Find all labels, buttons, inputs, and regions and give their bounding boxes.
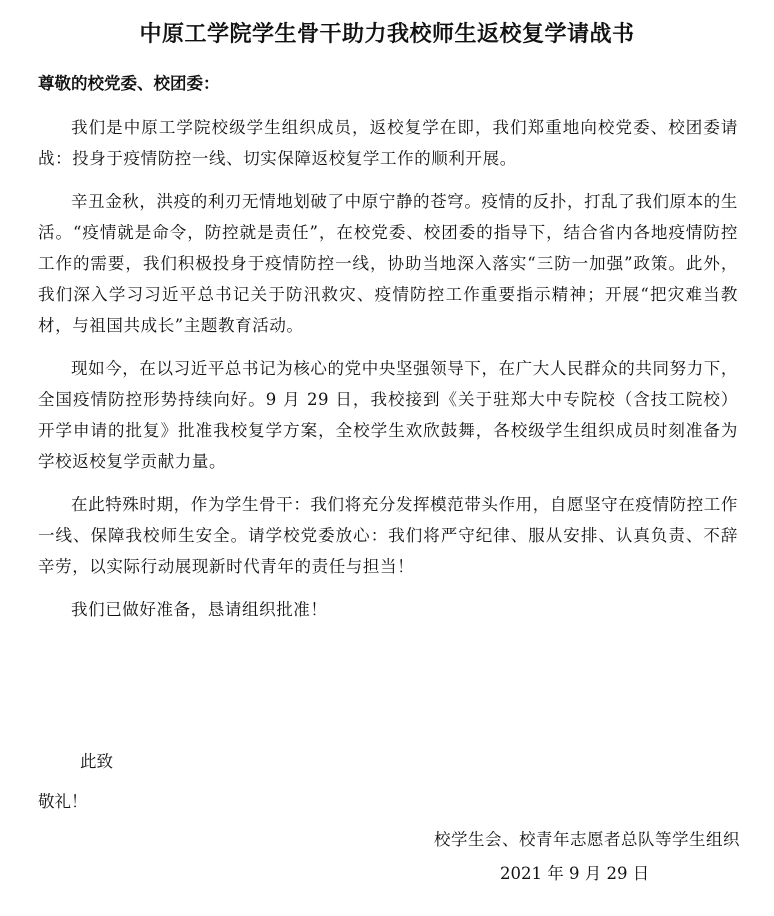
body-paragraph: 我们已做好准备，恳请组织批准！ — [71, 600, 328, 619]
body-paragraph: 现如今，在以习近平总书记为核心的党中央坚强领导下，在广大人民群众的共同努力下，全国疫情防控形势持续向好。9 月 29 日，我校接到《关于驻郑大中专院校（含技工院校）开学申请的批复》批准我校复学方案，全校学生欢欣鼓舞，各校级学生组织成员时刻准备为学校返校复学贡献力量。 — [38, 359, 738, 471]
document-title: 中原工学院学生骨干助力我校师生返校复学请战书 — [139, 22, 635, 47]
salutation: 尊敬的校党委、校团委： — [38, 74, 220, 93]
body-paragraph: 辛丑金秋，洪疫的利刃无情地划破了中原宁静的苍穹。疫情的反扑，打乱了我们原本的生活。“疫情就是命令，防控就是责任”，在校党委、校团委的指导下，结合省内各地疫情防控工作的需要，我们积极投身于疫情防控一线，协助当地深入落实“三防一加强”政策。此外，我们深入学习习近平总书记关于防汛救灾、疫情防控工作重要指示精神；开展“把灾难当教材，与祖国共成长”主题教育活动。 — [38, 192, 738, 335]
signature: 校学生会、校青年志愿者总队等学生组织 — [434, 830, 740, 849]
signature-date: 2021 年 9 月 29 日 — [500, 864, 650, 883]
body-paragraph: 我们是中原工学院校级学生组织成员，返校复学在即，我们郑重地向校党委、校团委请战：投身于疫情防控一线、切实保障返校复学工作的顺利开展。 — [38, 118, 738, 168]
closing-phrase: 此致 — [80, 752, 113, 771]
closing-salute: 敬礼！ — [38, 792, 88, 811]
letter-body — [38, 112, 738, 637]
body-paragraph: 在此特殊时期，作为学生骨干：我们将充分发挥模范带头作用，自愿坚守在疫情防控工作一线、保障我校师生安全。请学校党委放心：我们将严守纪律、服从安排、认真负责、不辞辛劳，以实际行动展现新时代青年的责任与担当！ — [38, 495, 738, 576]
